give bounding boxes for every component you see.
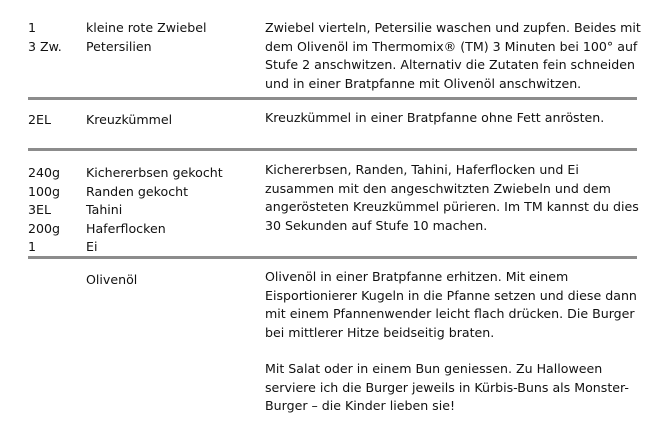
serving-line: serviere ich die Burger jeweils in Kürbis-Buns als Monster-: [265, 379, 629, 395]
section-divider: [28, 148, 637, 151]
ingredient: Randen gekocht: [86, 183, 189, 199]
instruction-text: [265, 19, 645, 93]
instruction-line: Eisportionierer Kugeln in die Pfanne setzen und diese dann: [265, 287, 637, 303]
ingredient-column: [86, 19, 256, 56]
instruction-text: [265, 268, 645, 416]
quantity: 3EL: [28, 202, 51, 217]
instruction-line: dem Olivenöl im Thermomix® (TM) 3 Minuten bei 100° auf: [265, 38, 638, 54]
instruction-line: bei mittlerer Hitze beidseitig braten.: [265, 324, 495, 340]
ingredient: Kichererbsen gekocht: [86, 165, 223, 180]
ingredient-column: [86, 271, 256, 290]
paragraph-gap: [265, 342, 645, 360]
quantity: 100g: [28, 183, 61, 199]
quantity-column: [28, 111, 84, 130]
instruction-line: Olivenöl in einer Bratpfanne erhitzen. Mit einem: [265, 269, 569, 284]
section-divider: [28, 256, 637, 259]
serving-line: Burger – die Kinder lieben sie!: [265, 398, 456, 413]
ingredient: Haferflocken: [86, 220, 166, 236]
instruction-text: [265, 109, 645, 128]
ingredient: Kreuzkümmel: [86, 112, 173, 127]
instruction-line: Stufe 2 anschwitzen. Alternativ die Zutaten fein schneiden: [265, 57, 635, 72]
quantity: 240g: [28, 165, 61, 180]
ingredient-column: [86, 111, 256, 130]
ingredient: Tahini: [86, 202, 123, 217]
instruction-line: Kichererbsen, Randen, Tahini, Haferflocken und Ei: [265, 162, 579, 177]
instruction-line: zusammen mit den angeschwitzten Zwiebeln und dem: [265, 180, 611, 196]
instruction-line: Zwiebel vierteln, Petersilie waschen und zupfen. Beides mit: [265, 20, 641, 35]
ingredient: Ei: [86, 239, 98, 254]
ingredient: Petersilien: [86, 38, 152, 54]
instruction-line: und in einer Bratpfanne mit Olivenöl anschwitzen.: [265, 75, 582, 91]
instruction-line: Kreuzkümmel in einer Bratpfanne ohne Fett anrösten.: [265, 110, 605, 125]
quantity: 1: [28, 20, 37, 35]
quantity: 3 Zw.: [28, 38, 62, 54]
ingredient: kleine rote Zwiebel: [86, 20, 207, 35]
instruction-line: 30 Sekunden auf Stufe 10 machen.: [265, 217, 488, 233]
quantity: 200g: [28, 220, 61, 236]
ingredient: Olivenöl: [86, 272, 138, 287]
instruction-line: mit einem Pfannenwender leicht flach drücken. Die Burger: [265, 306, 635, 321]
instruction-text: [265, 161, 645, 235]
serving-line: Mit Salat oder in einem Bun geniessen. Zu Halloween: [265, 361, 603, 376]
instruction-line: angerösteten Kreuzkümmel pürieren. Im TM kannst du dies: [265, 199, 639, 214]
ingredient-column: [86, 164, 256, 257]
section-divider: [28, 97, 637, 100]
quantity: 1: [28, 239, 37, 254]
quantity: 2EL: [28, 112, 51, 127]
quantity-column: [28, 19, 84, 56]
quantity-column: [28, 164, 84, 257]
